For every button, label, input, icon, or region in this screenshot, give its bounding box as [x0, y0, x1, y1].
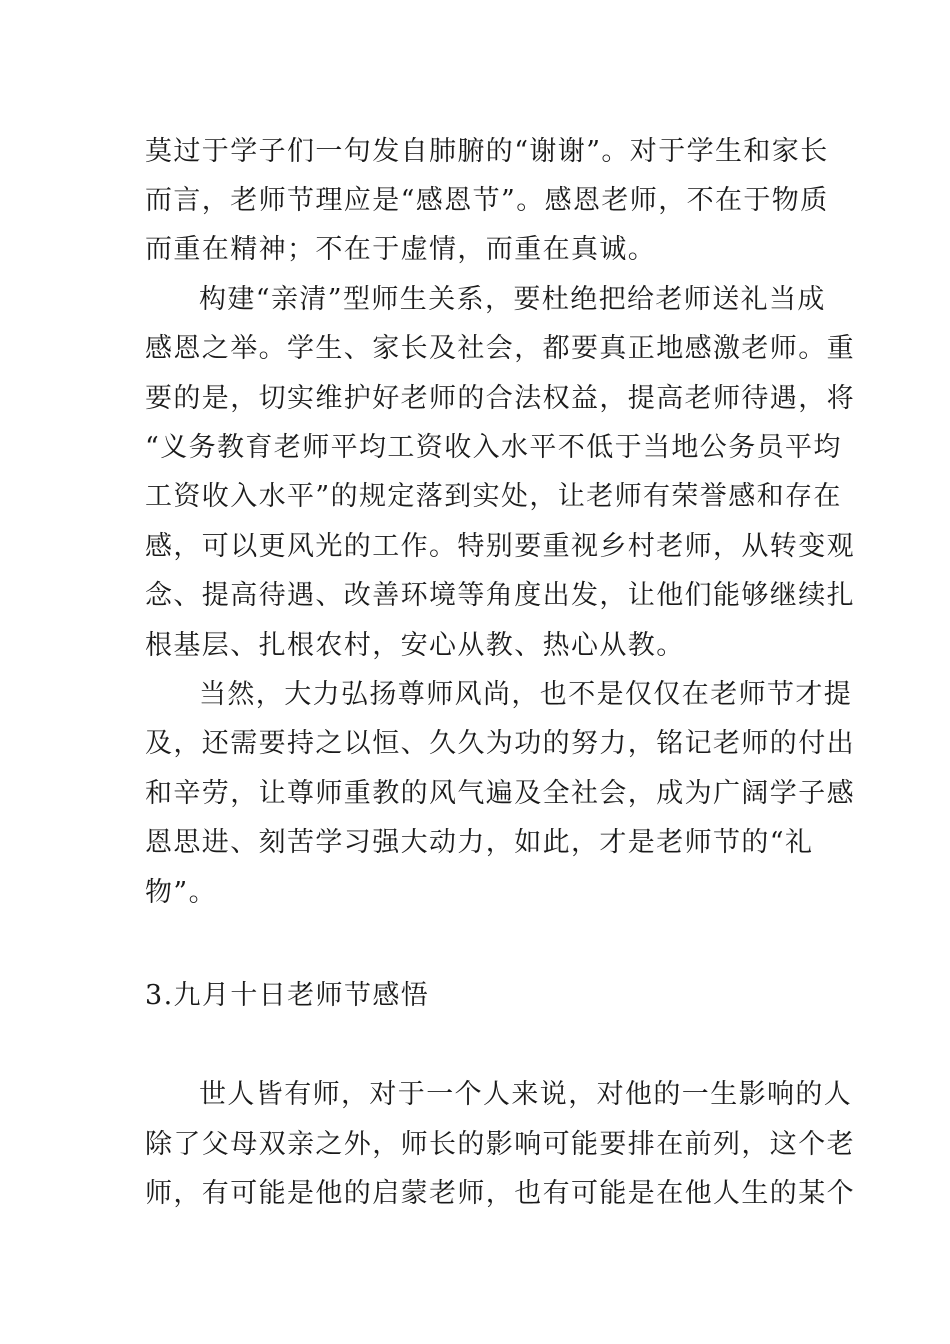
paragraph-3-line-1: 当然，大力弘扬尊师风尚，也不是仅仅在老师节才提 — [199, 679, 853, 710]
paragraph-3-line-3: 和辛劳，让尊师重教的风气遍及全社会，成为广阔学子感 — [145, 778, 855, 809]
section-heading: 3.九月十日老师节感悟 — [145, 980, 430, 1011]
paragraph-4-line-2: 除了父母双亲之外，师长的影响可能要排在前列，这个老 — [145, 1129, 855, 1160]
paragraph-3-line-5: 物”。 — [145, 877, 218, 908]
paragraph-4-line-3: 师，有可能是他的启蒙老师，也有可能是在他人生的某个 — [145, 1178, 855, 1209]
paragraph-3-line-4: 恩思进、刻苦学习强大动力，如此，才是老师节的“礼 — [145, 827, 814, 858]
paragraph-4-line-1: 世人皆有师，对于一个人来说，对他的一生影响的人 — [199, 1079, 853, 1110]
paragraph-2-line-6: 感，可以更风光的工作。特别要重视乡村老师，从转变观 — [145, 531, 855, 562]
paragraph-1-line-3: 而重在精神；不在于虚情，而重在真诚。 — [145, 234, 657, 265]
paragraph-2-line-1: 构建“亲清”型师生关系，要杜绝把给老师送礼当成 — [199, 284, 826, 315]
paragraph-2-line-2: 感恩之举。学生、家长及社会，都要真正地感激老师。重 — [145, 333, 855, 364]
paragraph-3-line-2: 及，还需要持之以恒、久久为功的努力，铭记老师的付出 — [145, 728, 855, 759]
paragraph-2-line-4: “义务教育老师平均工资收入水平不低于当地公务员平均 — [145, 432, 842, 463]
paragraph-2-line-7: 念、提高待遇、改善环境等角度出发，让他们能够继续扎 — [145, 580, 855, 611]
paragraph-1-line-2: 而言，老师节理应是“感恩节”。感恩老师，不在于物质 — [145, 185, 829, 216]
paragraph-1-line-1: 莫过于学子们一句发自肺腑的“谢谢”。对于学生和家长 — [145, 136, 829, 167]
paragraph-2-line-3: 要的是，切实维护好老师的合法权益，提高老师待遇，将 — [145, 383, 855, 414]
paragraph-2-line-5: 工资收入水平”的规定落到实处，让老师有荣誉感和存在 — [145, 481, 842, 512]
paragraph-2-line-8: 根基层、扎根农村，安心从教、热心从教。 — [145, 630, 685, 661]
